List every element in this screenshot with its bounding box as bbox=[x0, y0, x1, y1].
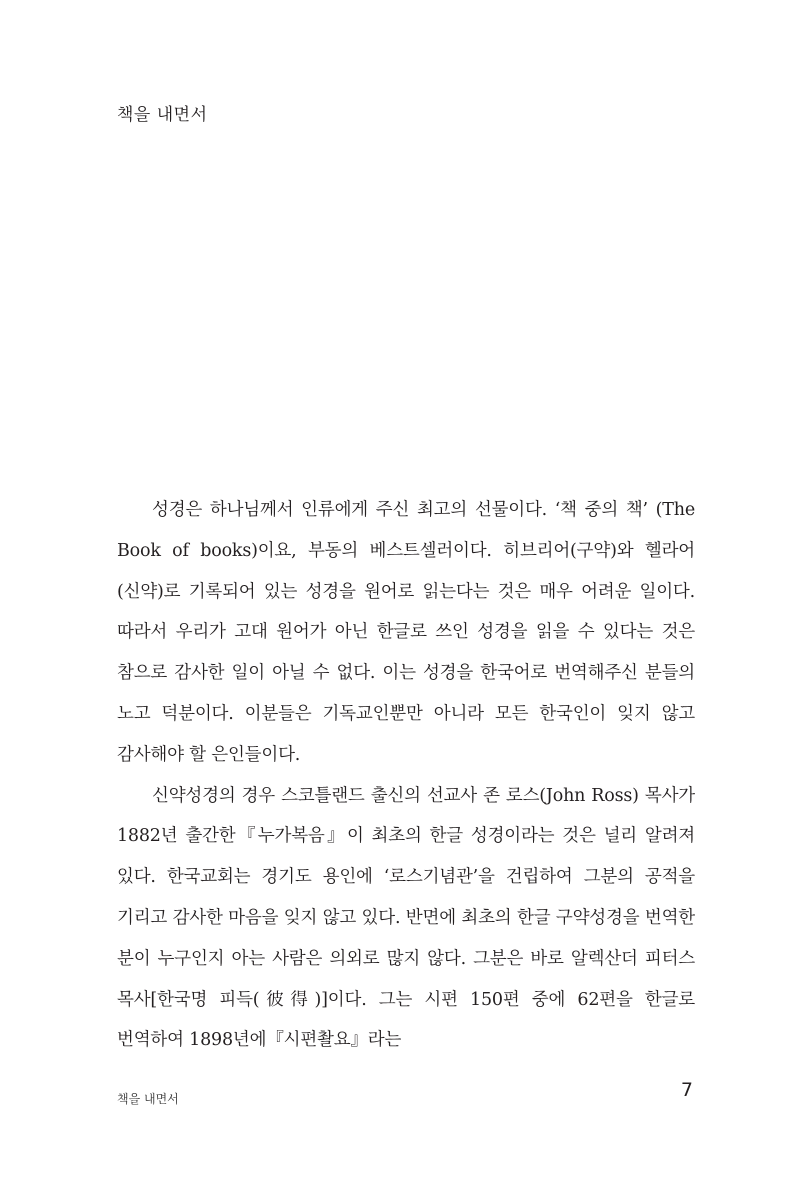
paragraph: 신약성경의 경우 스코틀랜드 출신의 선교사 존 로스(John Ross) 목사가 1882년 출간한『누가복음』이 최초의 한글 성경이라는 것은 널리 알려져 있다. 한국교회는 경기도 용인에 ‘로스기념관’을 건립하여 그분의 공적을 기리고 감사한 마음을 잊지 않고 있다. 반면에 최초의 한글 구약성경을 번역한 분이 누구인지 아는 사람은 의외로 많지 않다. 그분은 바로 알렉산더 피터스 목사[한국명 피득(彼得)]이다. 그는 시편 150편 중에 62편을 한글로 번역하여 1898년에『시편촬요』라는 bbox=[117, 785, 695, 1051]
footer-running-head: 책을 내면서 bbox=[117, 1092, 179, 1106]
body-text bbox=[117, 490, 695, 1061]
chapter-title: 책을 내면서 bbox=[117, 105, 208, 125]
paragraph: 성경은 하나님께서 인류에게 주신 최고의 선물이다. ‘책 중의 책’ (The Book of books)이요, 부동의 베스트셀러이다. 히브리어(구약)와 헬라어(신약)로 기록되어 있는 성경을 원어로 읽는다는 것은 매우 어려운 일이다. 따라서 우리가 고대 원어가 아닌 한글로 쓰인 성경을 읽을 수 있다는 것은 참으로 감사한 일이 아닐 수 없다. 이는 성경을 한국어로 번역해주신 분들의 노고 덕분이다. 이분들은 기독교인뿐만 아니라 모든 한국인이 잊지 않고 감사해야 할 은인들이다. bbox=[117, 500, 695, 765]
page-number: 7 bbox=[680, 1079, 693, 1101]
